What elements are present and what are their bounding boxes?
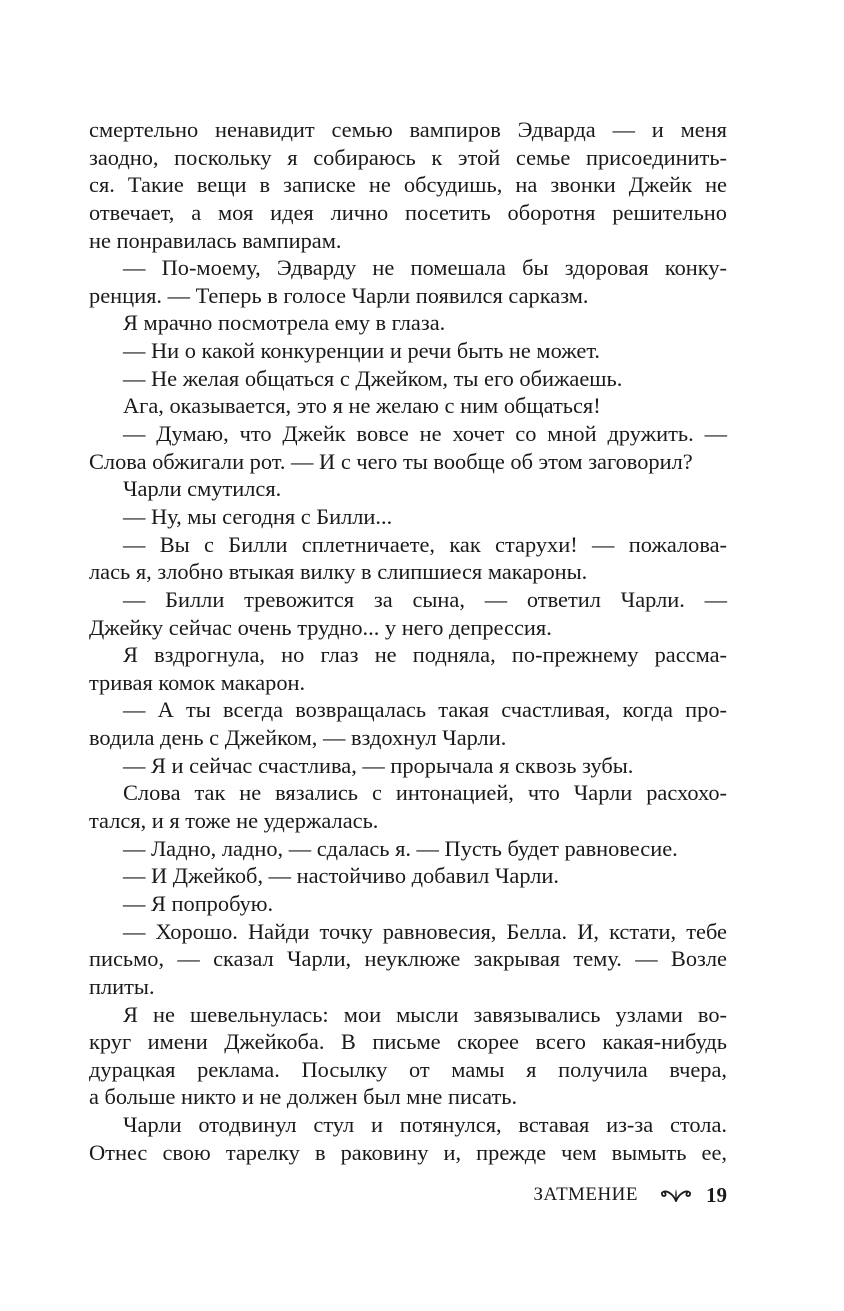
text-line: не понравилась вампирам. <box>89 227 342 253</box>
page-footer <box>534 1180 727 1210</box>
text-line: — Ну, мы сегодня с Билли... <box>123 503 393 529</box>
text-line: Слова обжигали рот. — И с чего ты вообще об этом заговорил? <box>89 448 693 474</box>
text-line: — Вы с Билли сплетничаете, как старухи! — пожалова- <box>123 531 727 557</box>
body-text <box>89 116 727 1166</box>
text-line: — А ты всегда возвращалась такая счастливая, когда про- <box>123 697 727 723</box>
text-line: Ага, оказывается, это я не желаю с ним общаться! <box>123 393 601 419</box>
text-line: водила день с Джейком, — вздохнул Чарли. <box>89 725 507 751</box>
text-line: плиты. <box>89 973 155 999</box>
text-line: круг имени Джейкоба. В письме скорее всего какая-нибудь <box>89 1029 727 1055</box>
text-line: Слова так не вязались с интонацией, что Чарли расхохо- <box>123 780 727 806</box>
text-line: — Думаю, что Джейк вовсе не хочет со мной дружить. — <box>123 421 727 447</box>
text-line: Джейку сейчас очень трудно... у него депрессия. <box>89 614 552 640</box>
fleuron-icon <box>660 1185 692 1205</box>
text-line: письмо, — сказал Чарли, неуклюже закрывая тему. — Возле <box>89 946 727 972</box>
text-line: — И Джейкоб, — настойчиво добавил Чарли. <box>123 863 560 889</box>
text-line: — Я и сейчас счастлива, — прорычала я сквозь зубы. <box>123 752 634 778</box>
text-line: — По-моему, Эдварду не помешала бы здоровая конку- <box>123 255 727 281</box>
text-line: тался, и я тоже не удержалась. <box>89 808 379 834</box>
text-line: ся. Такие вещи в записке не обсудишь, на звонки Джейк не <box>89 172 727 198</box>
text-line: а больше никто и не должен был мне писать. <box>89 1084 518 1110</box>
text-line: — Ладно, ладно, — сдалась я. — Пусть будет равновесие. <box>123 835 678 861</box>
text-line: — Я попробую. <box>123 890 274 916</box>
text-line: — Хорошо. Найди точку равновесия, Белла. И, кстати, тебе <box>123 918 727 944</box>
text-line: — Не желая общаться с Джейком, ты его обижаешь. <box>123 365 623 391</box>
text-line: Чарли отодвинул стул и потянулся, вставая из-за стола. <box>123 1112 727 1138</box>
text-line: — Ни о какой конкуренции и речи быть не может. <box>123 338 601 364</box>
text-line: Я вздрогнула, но глаз не подняла, по-прежнему рассма- <box>123 642 727 668</box>
page-number: 19 <box>706 1182 727 1207</box>
text-line: дурацкая реклама. Посылку от мамы я получила вчера, <box>89 1056 727 1082</box>
text-line: смертельно ненавидит семью вампиров Эдварда — и меня <box>89 117 727 142</box>
text-line: тривая комок макарон. <box>89 669 306 695</box>
text-line: Я мрачно посмотрела ему в глаза. <box>123 310 446 336</box>
text-line: лась я, злобно втыкая вилку в слипшиеся макароны. <box>89 559 588 585</box>
text-line: ренция. — Теперь в голосе Чарли появился сарказм. <box>89 282 589 308</box>
text-line: заодно, поскольку я собираюсь к этой семье присоединить- <box>89 144 727 170</box>
text-line: Чарли смутился. <box>123 476 282 502</box>
text-line: Отнес свою тарелку в раковину и, прежде чем вымыть ее, <box>89 1139 727 1165</box>
text-line: — Билли тревожится за сына, — ответил Чарли. — <box>123 586 727 612</box>
text-line: Я не шевельнулась: мои мысли завязывались узлами во- <box>123 1001 727 1027</box>
running-title: ЗАТМЕНИЕ <box>533 1184 638 1205</box>
text-line: отвечает, а моя идея лично посетить оборотня решительно <box>89 199 727 225</box>
